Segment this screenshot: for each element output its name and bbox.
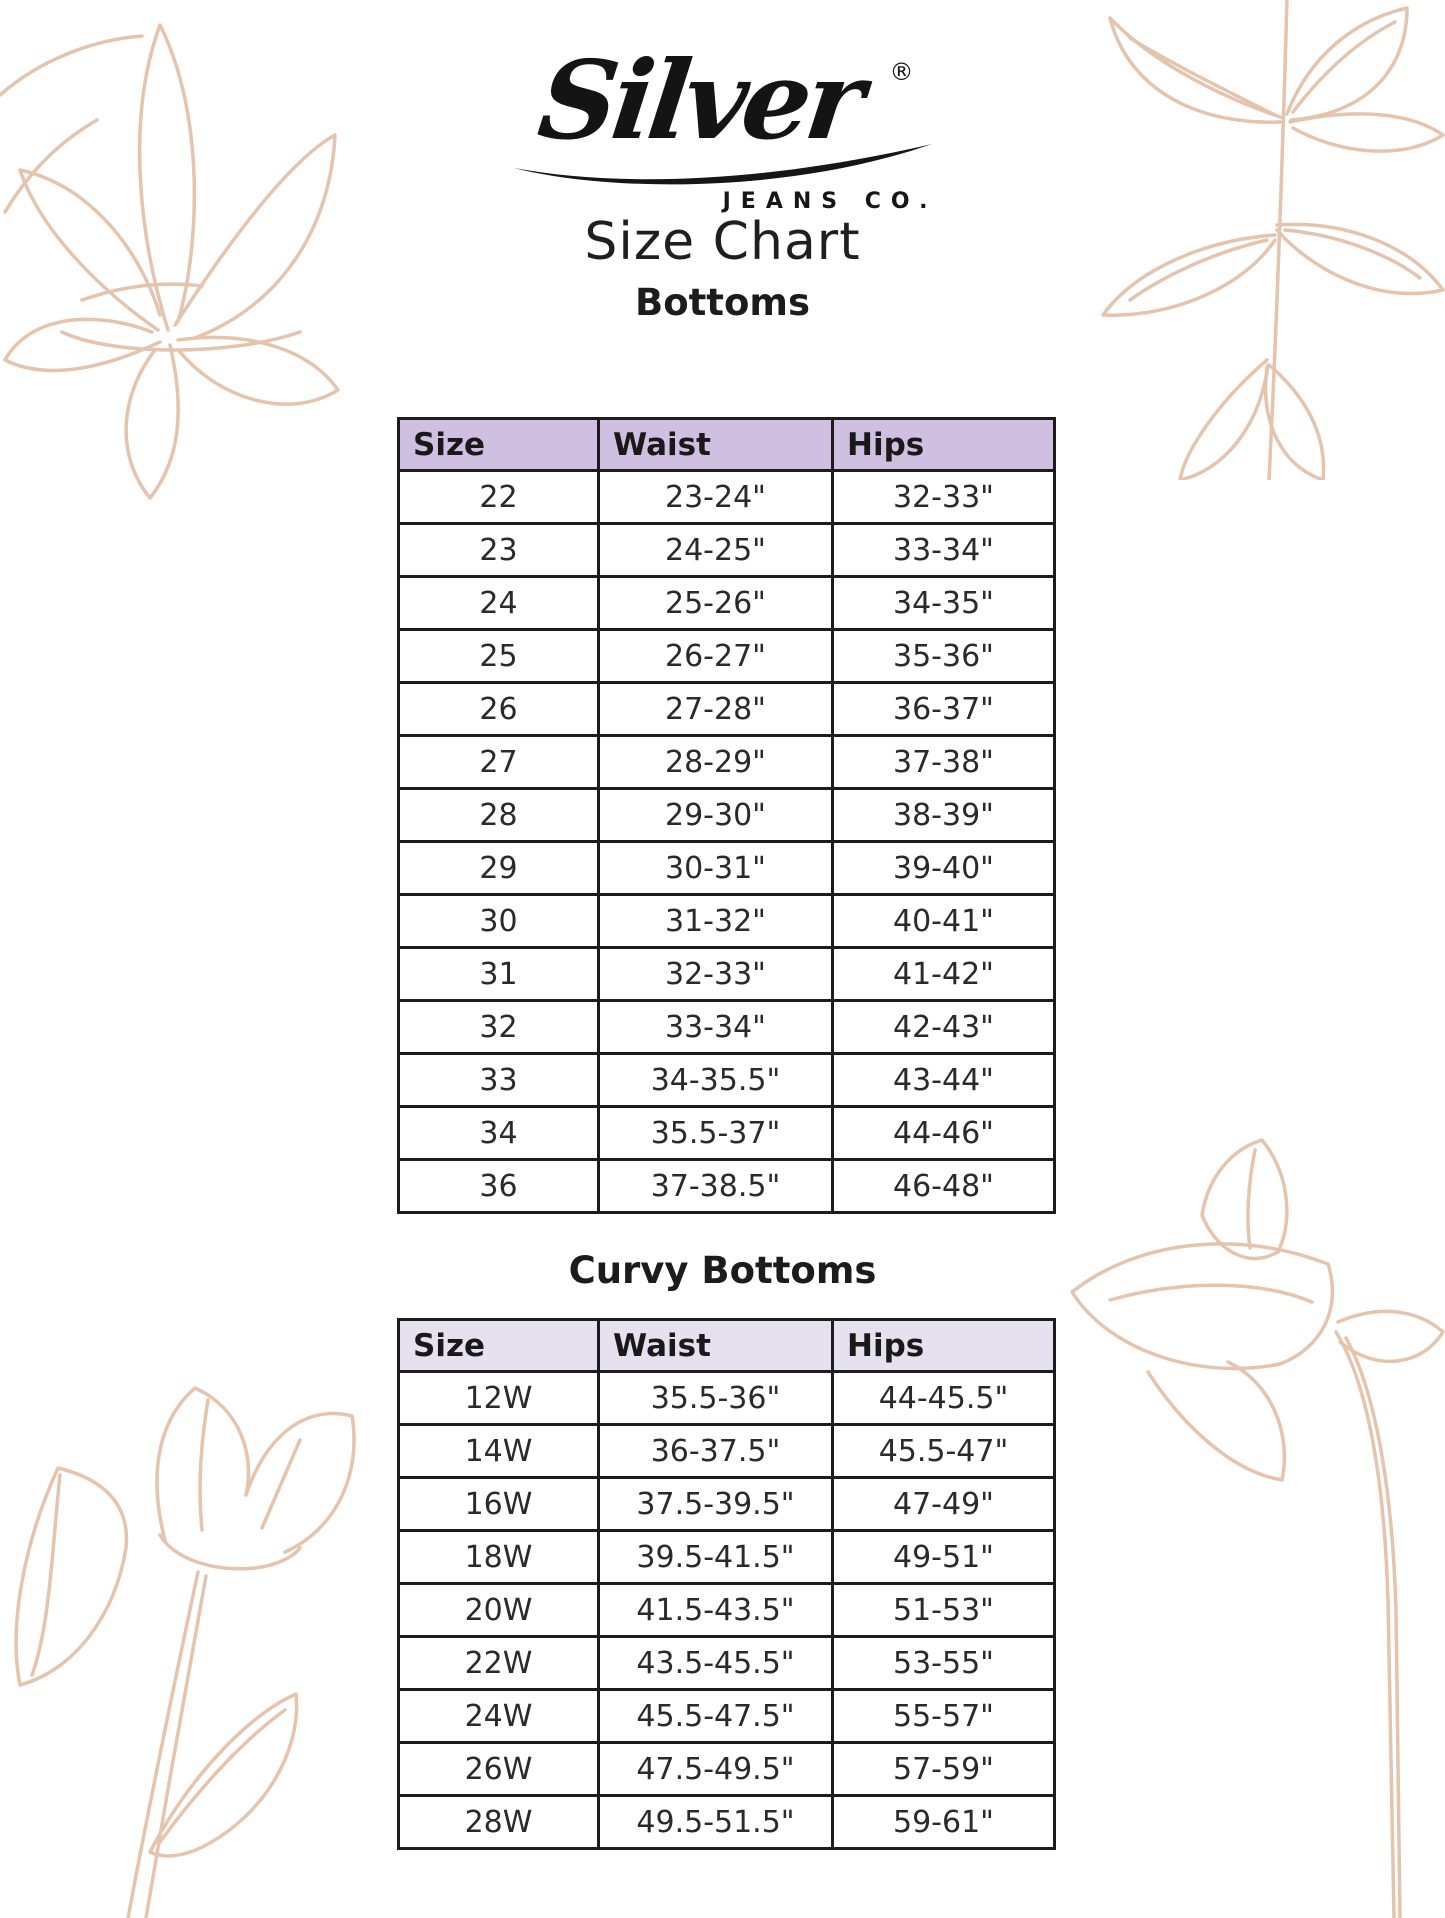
table-row (399, 789, 1055, 842)
table-row (399, 683, 1055, 736)
table-cell: 34 (399, 1107, 599, 1160)
table-cell: 36-37.5" (599, 1425, 833, 1478)
table-cell: 31-32" (599, 895, 833, 948)
table-cell: 25-26" (599, 577, 833, 630)
registered-trademark-icon: ® (889, 58, 914, 86)
table-row (399, 736, 1055, 789)
table-cell: 30-31" (599, 842, 833, 895)
table-cell: 47.5-49.5" (599, 1743, 833, 1796)
table-row (399, 1531, 1055, 1584)
silver-jeans-logo (508, 38, 938, 214)
table-row (399, 1584, 1055, 1637)
table-header-row (399, 419, 1055, 471)
table-cell: 32-33" (599, 948, 833, 1001)
table-cell: 59-61" (833, 1796, 1055, 1849)
table-cell: 39.5-41.5" (599, 1531, 833, 1584)
column-header-waist: Waist (599, 419, 833, 471)
table-cell: 24W (399, 1690, 599, 1743)
curvy-bottoms-section-heading: Curvy Bottoms (568, 1249, 877, 1292)
table-cell: 27-28" (599, 683, 833, 736)
table-row (399, 1107, 1055, 1160)
table-cell: 42-43" (833, 1001, 1055, 1054)
column-header-size: Size (399, 1320, 599, 1372)
table-cell: 37-38.5" (599, 1160, 833, 1213)
table-cell: 22W (399, 1637, 599, 1690)
table-row (399, 842, 1055, 895)
column-header-size: Size (399, 419, 599, 471)
table-row (399, 524, 1055, 577)
table-cell: 45.5-47.5" (599, 1690, 833, 1743)
table-cell: 27 (399, 736, 599, 789)
flower-line-art-bottom-right-icon (1050, 1080, 1445, 1918)
table-cell: 35.5-36" (599, 1372, 833, 1425)
table-row (399, 471, 1055, 524)
table-cell: 43-44" (833, 1054, 1055, 1107)
table-cell: 37-38" (833, 736, 1055, 789)
table-row (399, 577, 1055, 630)
table-cell: 24 (399, 577, 599, 630)
table-cell: 43.5-45.5" (599, 1637, 833, 1690)
table-cell: 37.5-39.5" (599, 1478, 833, 1531)
table-cell: 26 (399, 683, 599, 736)
table-cell: 16W (399, 1478, 599, 1531)
table-row (399, 1796, 1055, 1849)
table-row (399, 1054, 1055, 1107)
table-row (399, 1160, 1055, 1213)
table-cell: 30 (399, 895, 599, 948)
bottoms-section-heading: Bottoms (635, 281, 810, 324)
logo-subtext: JEANS CO. (722, 189, 938, 214)
table-cell: 33-34" (599, 1001, 833, 1054)
table-cell: 33 (399, 1054, 599, 1107)
table-row (399, 1478, 1055, 1531)
table-cell: 31 (399, 948, 599, 1001)
table-cell: 24-25" (599, 524, 833, 577)
table-cell: 14W (399, 1425, 599, 1478)
table-row (399, 1372, 1055, 1425)
table-cell: 57-59" (833, 1743, 1055, 1796)
table-cell: 25 (399, 630, 599, 683)
column-header-waist: Waist (599, 1320, 833, 1372)
table-cell: 45.5-47" (833, 1425, 1055, 1478)
table-cell: 44-45.5" (833, 1372, 1055, 1425)
table-cell: 22 (399, 471, 599, 524)
bottoms-size-table (397, 417, 1056, 1214)
table-cell: 55-57" (833, 1690, 1055, 1743)
table-cell: 47-49" (833, 1478, 1055, 1531)
tulip-line-art-bottom-left-icon (0, 1380, 400, 1918)
table-cell: 44-46" (833, 1107, 1055, 1160)
table-cell: 36 (399, 1160, 599, 1213)
table-cell: 26-27" (599, 630, 833, 683)
table-cell: 35-36" (833, 630, 1055, 683)
table-row (399, 895, 1055, 948)
table-row (399, 1743, 1055, 1796)
table-cell: 12W (399, 1372, 599, 1425)
table-cell: 23-24" (599, 471, 833, 524)
table-cell: 46-48" (833, 1160, 1055, 1213)
table-cell: 51-53" (833, 1584, 1055, 1637)
table-cell: 28 (399, 789, 599, 842)
table-cell: 41-42" (833, 948, 1055, 1001)
table-cell: 28-29" (599, 736, 833, 789)
table-cell: 29-30" (599, 789, 833, 842)
table-cell: 28W (399, 1796, 599, 1849)
table-cell: 26W (399, 1743, 599, 1796)
table-cell: 38-39" (833, 789, 1055, 842)
table-cell: 49-51" (833, 1531, 1055, 1584)
table-row (399, 1637, 1055, 1690)
bottoms-size-table-wrap (397, 417, 1056, 1214)
table-row (399, 948, 1055, 1001)
column-header-hips: Hips (833, 419, 1055, 471)
table-row (399, 1001, 1055, 1054)
table-cell: 53-55" (833, 1637, 1055, 1690)
table-cell: 41.5-43.5" (599, 1584, 833, 1637)
column-header-hips: Hips (833, 1320, 1055, 1372)
table-cell: 33-34" (833, 524, 1055, 577)
table-cell: 36-37" (833, 683, 1055, 736)
table-row (399, 1425, 1055, 1478)
table-cell: 32-33" (833, 471, 1055, 524)
table-cell: 20W (399, 1584, 599, 1637)
table-cell: 18W (399, 1531, 599, 1584)
table-cell: 34-35" (833, 577, 1055, 630)
table-cell: 49.5-51.5" (599, 1796, 833, 1849)
table-header-row (399, 1320, 1055, 1372)
curvy-bottoms-size-table-wrap (397, 1318, 1056, 1850)
table-row (399, 1690, 1055, 1743)
table-cell: 35.5-37" (599, 1107, 833, 1160)
table-cell: 40-41" (833, 895, 1055, 948)
page-title: Size Chart (584, 212, 861, 272)
table-cell: 29 (399, 842, 599, 895)
logo-script-text: Silver (531, 38, 866, 164)
curvy-bottoms-size-table (397, 1318, 1056, 1850)
table-cell: 39-40" (833, 842, 1055, 895)
table-row (399, 630, 1055, 683)
table-cell: 34-35.5" (599, 1054, 833, 1107)
table-cell: 32 (399, 1001, 599, 1054)
table-cell: 23 (399, 524, 599, 577)
